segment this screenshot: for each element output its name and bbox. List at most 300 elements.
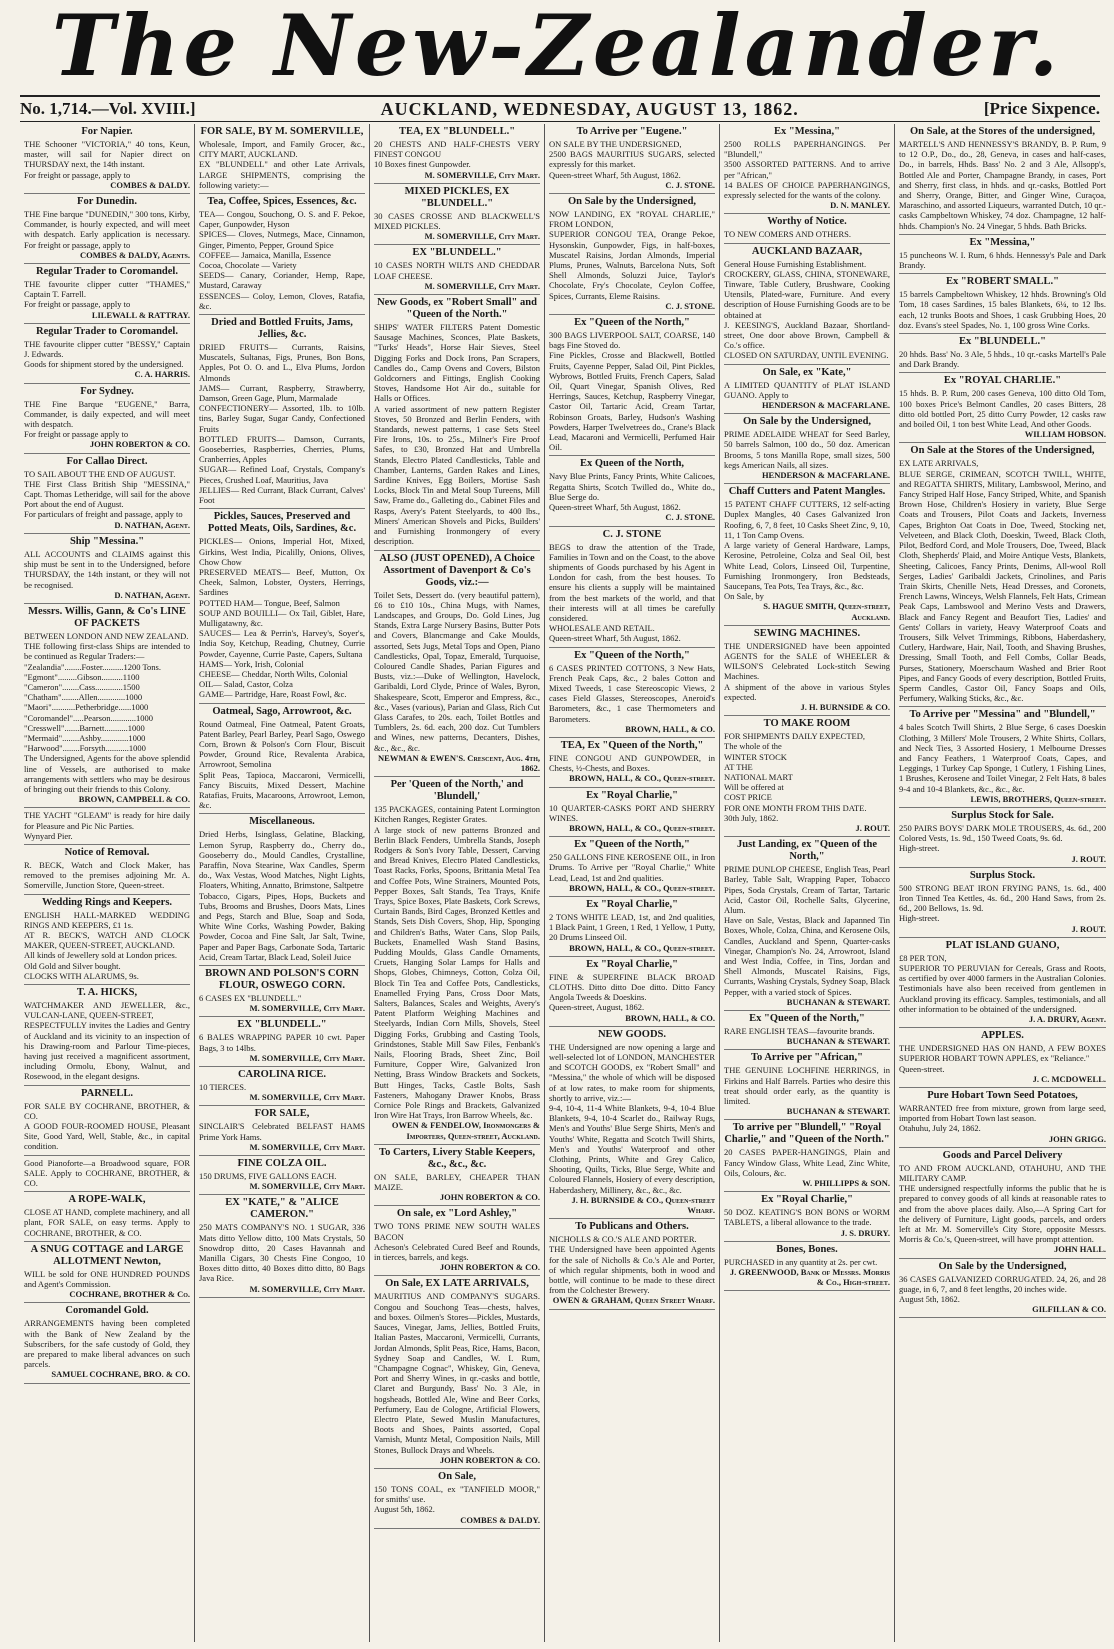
ad-line: Will be offered at [724, 782, 784, 793]
ad-heading: PLAT ISLAND GUANO, [945, 939, 1060, 951]
ad-line: PICKLES— Onions, Imperial Hot, Mixed, Girkins, West India, Picalilly, Onions, Olives, Chow Chow [199, 536, 365, 567]
ad-signature: M. SOMERVILLE, City Mart. [249, 1092, 365, 1103]
advertisement [724, 1194, 890, 1242]
ad-line: Toilet Sets, Dessert do. (very beautiful pattern), £6 to £10 10s., China Mugs, with Names, Landscapes, and Groups, Do. Gold Lines, Jug Stands, Extra Large Nursery Basins, Butter Pots and Covers, Blancmange and Cake Moulds, assorted, Sets Jugs, Metal Tops and Open, Piano Candlesticks, Opal, Topaz, Emerald, Turquoise, Coloured Candle Shades, Parian Figures and Busts, viz.:—Duke of Wellington, Havelock, Garibaldi, Lord Clyde, Prince of Wales, Byron, Shakespeare, Scott, Emperor and Empress, &c., &c., Vases (various), Parian and Glass, Rich Cut Glass Carafes, to 20s. each, Toilet Bottles and Tumblers, 2s. 6d. each, 200 doz. Cut Tumblers and Wines, new patterns, Decanters, Dishes, &c., &c., &c. [374, 589, 540, 753]
ad-heading: Ex "Messina," [969, 236, 1036, 248]
advertisement [724, 367, 890, 415]
ad-line: "Harwood"........Forsyth...........1000 [24, 743, 146, 754]
ad-line: "Cresswell".......Barnett...........1000 [24, 722, 145, 733]
advertisement [549, 959, 715, 1027]
ad-line: PRIME ADELAIDE WHEAT for Seed Barley, 50 barrels Salmon, 100 do., 50 doz. American Brooms, 5 tons Manilla Rope, small sizes, 500 kegs American Nails, all sizes. [724, 429, 890, 470]
ad-line: Good Pianoforte—a Broadwood square, FOR SALE. Apply to COCHRANE, BROTHER, & CO. [24, 1157, 190, 1189]
ad-heading: To Arrive per "Messina" and "Blundell," [909, 709, 1096, 721]
ad-line: A large variety of General Hardware, Lamps, Kerosine, Petroleine, Colza and Seal Oil, best White Lead, Colors, Linseed Oil, Turpentine, Furnishing Ironmongery, Iron Bedsteads, Saucepans, Tea Pots, Tea Trays, &c., &c. [724, 540, 890, 591]
ad-line: WATCHMAKER AND JEWELLER, &c., VULCAN-LANE, QUEEN-STREET, [24, 1000, 190, 1021]
advertisement [24, 386, 190, 454]
newspaper-title: The New-Zealander. [51, 0, 1063, 95]
ad-signature: M. SOMERVILLE, City Mart. [249, 1052, 365, 1063]
ad-line: ENGLISH HALL-MARKED WEDDING RINGS AND KEEPERS, £1 1s. [24, 909, 190, 930]
ad-signature: GILFILLAN & CO. [1032, 1304, 1106, 1315]
ad-heading: Ex "Queen of the North," [574, 317, 690, 329]
advertisement [724, 246, 890, 365]
ad-heading: On Sale, EX LATE ARRIVALS, [385, 1278, 529, 1290]
ad-line: Navy Blue Prints, Fancy Prints, White Calicoes, Regatta Shirts, Scotch Twilled do., White do., Blue Serge do. [549, 471, 715, 502]
ad-signature: NEWMAN & EWEN'S. Crescent, Aug. 4th, 1862. [378, 752, 540, 773]
ad-heading: Surplus Stock. [969, 869, 1036, 881]
ad-line: DRIED FRUITS— Currants, Raisins, Muscatels, Sultanas, Figs, Prunes, Bon Bons, Apples, Pot O. O. and L., Elva Plums, Jordon Almonds [199, 342, 365, 383]
ad-signature: J. H. BURNSIDE & CO. [800, 701, 890, 712]
ad-line: Have on Sale, Vestas, Black and Japanned Tin Boxes, Whole, Colza, China, and Kerosene Oils, Candles, Auckland and Spenn, Quarter-casks Vinegar, Champion's No. 24, Arrowroot, Island and West India, Coffee, in Tins, Jordan and Shell Almonds, Muscatel Raisins, Figs, Currants, Washing Crystals, Sydney Soap, Black Pepper, with a varied stock of Spices. [724, 915, 890, 997]
ad-line: "Egmont".........Gibson..........1100 [24, 671, 140, 682]
ad-signature: C. J. STONE. [665, 300, 715, 311]
ad-heading: Ship "Messina." [69, 535, 145, 547]
ad-signature: HENDERSON & MACFARLANE. [761, 470, 890, 481]
ad-signature: C. A. HARRIS. [134, 369, 190, 380]
ad-heading: On Sale by the Undersigned, [938, 1260, 1067, 1272]
ad-signature: J. ROUT. [1071, 853, 1106, 864]
ad-heading: Pickles, Sauces, Preserved and Potted Meats, Oils, Sardines, &c. [207, 511, 357, 535]
ad-heading: A SNUG COTTAGE and LARGE ALLOTMENT Newton, [30, 1243, 184, 1267]
ad-signature: W. PHILLIPPS & SON. [802, 1178, 890, 1189]
ad-line: CLOSED ON SATURDAY, UNTIL EVENING. [724, 350, 889, 361]
ad-heading: Ex "Royal Charlie," [586, 898, 678, 910]
advertisement [24, 987, 190, 1086]
ad-line: 15 puncheons W. I. Rum, 6 hhds. Hennessy's Pale and Dark Brandy. [899, 249, 1106, 271]
advertisement [549, 196, 715, 315]
advertisement [899, 1261, 1106, 1319]
ad-line: WARRANTED free from mixture, grown from large seed, imported from Hobart Town last season. [899, 1103, 1106, 1124]
advertisement [549, 1221, 715, 1309]
advertisement [24, 606, 190, 808]
ad-line: FOR ONE MONTH FROM THIS DATE. [724, 802, 867, 813]
ad-line: TWO TONS PRIME NEW SOUTH WALES BACON [374, 1221, 540, 1242]
ad-line: For freight or passage, apply to [24, 299, 131, 310]
ad-line: J. KEESING'S, Auckland Bazaar, Shortland-street, One door above Brown, Campbell & Co.'s office. [724, 319, 890, 351]
ad-line: 30th July, 1862. [724, 812, 779, 823]
ad-signature: JOHN GRIGG. [1048, 1133, 1106, 1144]
advertisement [549, 839, 715, 897]
ad-signature: LILEWALL & RATTRAY. [91, 309, 190, 320]
advertisement [724, 216, 890, 243]
ad-line: August 5th, 1862. [899, 1294, 960, 1305]
ad-line: High-street. [899, 913, 940, 924]
ad-line: Queen-street Wharf, 5th August, 1862. [549, 502, 681, 513]
ad-heading: To Publicans and Others. [575, 1221, 689, 1233]
ad-line: SHIPS' WATER FILTERS Patent Domestic Sausage Machines, Sconces, Plate Baskets, "Turks' Heads", Horse Hair Sieves, Steel Digging Forks and Dock Irons, Pan Scrapers, Candles do., Camp Ovens and Covers, Bilston Goldcorners and Fittings, English Cooking Stoves, Handsome Hot Air do., suitable for Halls or Offices. [374, 322, 540, 404]
ad-heading: PARNELL. [80, 1087, 134, 1099]
ad-line: CONFECTIONERY— Assorted, 1lb. to 10lb. tins, Barley Sugar, Sugar Candy, Confectioned Fruits [199, 403, 365, 434]
ad-heading: On sale, ex "Lord Ashley," [396, 1208, 518, 1220]
ad-line: EX "BLUNDELL" and other Late Arrivals, LARGE SHIPMENTS, comprising the following variety:— [199, 159, 365, 190]
ad-line: All kinds of Jewellery sold at London prices. [24, 950, 177, 961]
ad-line: TO SAIL ABOUT THE END OF AUGUST. [24, 468, 176, 479]
ad-line: 6 BALES WRAPPING PAPER 10 cwt. Paper Bags, 3 to 14lbs. [199, 1032, 365, 1053]
ad-signature: BUCHANAN & STEWART. [786, 1036, 890, 1047]
ad-line: On Sale, by [724, 591, 764, 602]
ad-line: THE Undersigned have been appointed Agents for the sale of Nicholls & Co.'s Ale and Porter, of which regular shipments, both in wood and bottle, will continue to be made to these direct from the Colchester Brewery. [549, 1244, 715, 1296]
advertisement [374, 779, 540, 1145]
ad-signature: D. NATHAN, Agent. [114, 589, 190, 600]
ad-line: THE YACHT "GLEAM" is ready for hire daily for Pleasure and Pic Nic Parties. [24, 810, 190, 831]
advertisement [199, 1158, 365, 1195]
ad-line: RESPECTFULLY invites the Ladies and Gentry of Auckland and its vicinity to an inspection of his Drawing-room and Parlour Time-pieces, having just received a magnificent assortment, including Ormolu, Ebony, Walnut, and Rosewood, in the elegant designs. [24, 1020, 190, 1082]
ad-line: Otahuhu, July 24, 1862. [899, 1123, 981, 1134]
ad-signature: HENDERSON & MACFARLANE. [761, 400, 890, 411]
ad-line: JELLIES— Red Currant, Black Currant, Calves' Foot [199, 484, 365, 506]
ad-line: THE favourite clipper cutter "BESSY," Captain J. Edwards. [24, 338, 190, 360]
ad-heading: On Sale by the Undersigned, [742, 416, 872, 428]
ad-line: HAMS— York, Irish, Colonial [199, 658, 304, 669]
ad-signature: JOHN ROBERTON & CO. [89, 439, 190, 450]
ad-line: THE UNDERSIGNED HAS ON HAND, A FEW BOXES SUPERIOR HOBART TOWN APPLES, ex "Reliance." [899, 1043, 1106, 1064]
ad-heading: Just Landing, ex "Queen of the North," [736, 839, 877, 863]
advertisement [724, 839, 890, 1011]
ad-line: JAMS— Currant, Raspberry, Strawberry, Damson, Green Gage, Plum, Marmalade [199, 382, 365, 404]
advertisement [374, 1208, 540, 1276]
ad-line: OIL— Salad, Castor, Colza [199, 679, 293, 690]
ad-line: 300 BAGS LIVERPOOL SALT, COARSE, 140 bags Fine Stoved do. [549, 330, 715, 351]
ad-line: SEEDS— Canary, Coriander, Hemp, Rape, Mustard, Caraway [199, 270, 365, 291]
advertisement [899, 1030, 1106, 1088]
ad-signature: M. SOMERVILLE, City Mart. [424, 280, 540, 291]
ad-heading: Per 'Queen of the North,' and 'Blundell,' [390, 779, 524, 803]
ad-line: 10 CASES NORTH WILTS AND CHEDDAR LOAF CHEESE. [374, 260, 540, 281]
ad-heading: T. A. HICKS, [76, 987, 138, 998]
ad-heading: Notice of Removal. [64, 846, 150, 858]
ad-line: The whole of the [724, 741, 782, 752]
advertisement [724, 1122, 890, 1192]
ad-heading: New Goods, ex "Robert Small" and "Queen of the North." [377, 297, 537, 321]
ad-signature: JOHN ROBERTON & CO. [439, 1454, 540, 1465]
advertisement [199, 1108, 365, 1156]
ad-line: FINE & SUPERFINE BLACK BROAD CLOTHS. Ditto ditto Doe ditto. Ditto Fancy Angola Tweeds & Doeskins. [549, 971, 715, 1003]
advertisement [24, 126, 190, 194]
ad-signature: JOHN HALL. [1054, 1244, 1106, 1255]
advertisement [549, 529, 715, 648]
ad-line: 250 GALLONS FINE KEROSENE OIL, in Iron Drums. To Arrive per "Royal Charlie," White Lead, Lead, 1st and 2nd qualities. [549, 852, 715, 883]
ad-signature: M. SOMERVILLE, City Mart. [424, 169, 540, 180]
ad-line: 10 QUARTER-CASKS PORT AND SHERRY WINES. [549, 802, 715, 823]
ad-line: Fine Pickles, Crosse and Blackwell, Bottled Fruits, Cayenne Pepper, Salad Oil, Pint Pickles, Wybrows, Bottled Fruits, French Capers, Salad Oil, Quart Vinegar, Spanish Olives, Red Herrings, Sauces, Ketchup, Raspberry Vinegar, Castor Oil, Tartaric Acid, Cream Tartar, Robinson Groats, Barley, Hudson's Washing Powders, Harper Twelvetrees do., Crane's Black Lead, Macaroni and Vermicelli, Perfumed Hair Oil. [549, 350, 715, 453]
advertisement [899, 940, 1106, 1028]
ad-line: BEGS to draw the attention of the Trade, Families in Town and on the Coast, to the above shipments of Goods purchased by his Agent in London for cash, from the best houses. To ensure his clients a supply will be maintained from the best markets of the world, and that their interests will at all times be carefully considered. [549, 541, 715, 623]
ad-line: WHOLESALE AND RETAIL. [549, 623, 655, 634]
advertisement [899, 276, 1106, 334]
column-2 [195, 124, 370, 1642]
ad-heading: APPLES. [981, 1030, 1024, 1042]
ad-line: SOUP AND BOUILLI— Ox Tail, Giblet, Hare, Mulligatawny, &c. [199, 607, 365, 628]
ad-heading: To Carters, Livery Stable Keepers, &c., &c., &c. [379, 1146, 535, 1170]
ad-signature: BROWN, CAMPBELL & CO. [78, 794, 190, 805]
advertisement [199, 317, 365, 509]
price: [Price Sixpence. [983, 99, 1100, 118]
ad-line: Queen-street Wharf, 5th August, 1862. [549, 633, 681, 644]
advertisement [199, 1197, 365, 1297]
advertisement [24, 266, 190, 324]
ad-heading: EX "BLUNDELL." [237, 1019, 327, 1031]
advertisement [724, 126, 890, 214]
ad-line: 500 STRONG BEAT IRON FRYING PANS, 1s. 6d., 400 Iron Tinned Tea Kettles, 4s. 6d., 200 Hand Saws, from 2s. 6d., 200 Bellows, 1s. 9d. [899, 882, 1106, 914]
advertisement [374, 1147, 540, 1207]
ad-line: 9-4, 10-4, 11-4 White Blankets, 9-4, 10-4 Blue Blankets, 9-4, 10-4 Scarlet do., Railway Rugs, Men's and Youths' Blue Serge Shirts, Men's and Youths' White, Regatta and Scotch Twill Shirts, Men's and Youths' Waterproof and other Clothing, Prints, White and Grey Calico, Shooting, Quilts, Ticks, Blue Serge, White and Coloured Flannels, Hosiery of every description, Haberdashery, Millinery, &c., &c., &c. [549, 1103, 715, 1195]
ad-heading: Ex "ROYAL CHARLIE." [943, 375, 1062, 387]
advertisement [374, 247, 540, 295]
ad-heading: For Sydney. [80, 385, 134, 397]
ad-heading: To arrive per "Blundell," "Royal Charlie," and "Queen of the North." [724, 1122, 890, 1146]
ad-line: The Undersigned, Agents for the above splendid line of Vessels, are authorised to make arrangements with settlers who may be desirous of bringing out their friends to this Colony. [24, 753, 190, 794]
place-date: AUCKLAND, WEDNESDAY, AUGUST 13, 1862. [380, 98, 799, 119]
ad-line: NATIONAL MART [724, 771, 793, 782]
ad-line: THE Schooner "VICTORIA," 40 tons, Keun, master, will sail for Napier direct on THURSDAY next, the 14th instant. [24, 139, 190, 170]
ad-line: 4 bales Scotch Twill Shirts, 2 Blue Serge, 6 cases Doeskin Clothing, 3 Millers' Mole Trousers, 2 White Shirts, Collars, and Neck Ties, 3 Assorted Hosiery, 1 Melbourne Dresses and Fancy Feathers, 1 Waterproof Coats, Capes, and Leggings, 1 Turkey Cap Sponge, 1 Cutlery, 1 Fishing Lines, 1 Brushes, Kerosene and Toilet Vinegar, 2 Felt Hats, 8 bales 9-4 and 10-4 Blankets, &c., &c., &c. [899, 722, 1106, 794]
ad-heading: Coromandel Gold. [65, 1305, 149, 1317]
ad-heading: Worthy of Notice. [767, 216, 847, 228]
advertisement [549, 740, 715, 788]
ad-line: CLOCKS WITH ALARUMS, 9s. [24, 970, 139, 981]
ad-heading: Surplus Stock for Sale. [951, 809, 1054, 821]
ad-signature: BROWN, HALL, & CO. [625, 723, 715, 734]
ad-line: SINCLAIR'S Celebrated BELFAST HAMS Prime York Hams. [199, 1121, 365, 1142]
ad-line: 36 CASES GALVANIZED CORRUGATED. 24, 26, and 28 guage, in 6, 7, and 8 feet lengths, 20 inches wide. [899, 1273, 1106, 1294]
ad-line: 250 PAIRS BOYS' DARK MOLE TROUSERS, 4s. 6d., 200 Colored Vests, 1s. 9d., 150 Tweed Coats, 9s. 6d. [899, 822, 1106, 844]
ad-line: FOR SALE BY COCHRANE, BROTHER, & CO. [24, 1100, 190, 1121]
ad-line: Dried Herbs, Isinglass, Gelatine, Blacking, Lemon Syrup, Raspberry do., Cherry do., Gooseberry do., Mould Candles, Crystalline, Paraffin, Nova Stearine, Wax Candles, Sperm do., Wax Vestas, Wood Matches, Night Lights, Floaters, Whiting, Annatto, Brimstone, Saltpetre [199, 829, 365, 891]
ad-line: 135 PACKAGES, containing Patent Lormington Kitchen Ranges, Register Grates. [374, 804, 540, 825]
advertisement [374, 297, 540, 550]
ad-line: Queen-street. [899, 1063, 945, 1074]
advertisement [199, 816, 365, 966]
ad-line: 50 DOZ. KEATING'S BON BONS or WORM TABLETS, a liberal allowance to the trade. [724, 1207, 890, 1228]
ad-signature: COMBES & DALDY, Agents. [80, 249, 190, 260]
advertisement [24, 326, 190, 384]
ad-signature: BROWN, HALL, & CO., Queen-street. [569, 822, 715, 833]
ad-line: 6 CASES EX "BLUNDELL." [199, 993, 302, 1004]
ad-line: 2 TONS WHITE LEAD, 1st, and 2nd qualities, 1 Black Paint, 1 Green, 1 Red, 1 Yellow, 1 Putty, 20 Drums Linseed Oil. [549, 911, 715, 943]
ad-line: BOTTLED FRUITS— Damson, Currants, Gooseberries, Raspberries, Cherries, Plums, Cranberries, Apples [199, 433, 365, 465]
column-1 [20, 124, 195, 1642]
ad-line: "Mermaid"........Ashby.............1000 [24, 732, 146, 743]
ad-line: 20 hhds. Bass' No. 3 Ale, 5 hhds., 10 qr.-casks Martell's Pale and Dark Brandy. [899, 349, 1106, 370]
ad-line: COFFEE— Jamaica, Manilla, Essence [199, 249, 331, 260]
ad-heading: FINE COLZA OIL. [237, 1158, 327, 1170]
ad-signature: BROWN, HALL, & CO., Queen-street. [569, 882, 715, 893]
ad-line: August 5th, 1862. [374, 1504, 435, 1515]
ad-heading: EX "KATE," & "ALICE CAMERON." [225, 1197, 339, 1221]
ad-heading: FOR SALE, [254, 1108, 310, 1120]
column-6 [895, 124, 1110, 1642]
ad-heading: To Arrive per "Eugene." [576, 126, 688, 137]
advertisement [374, 1471, 540, 1529]
ad-heading: Pure Hobart Town Seed Potatoes, [927, 1090, 1078, 1102]
ad-line: TEA— Congou, Souchong, O. S. and F. Pekoe, Caper, Gunpowder, Hyson [199, 209, 365, 230]
ad-heading: Ex "Queen of the North," [574, 839, 690, 851]
advertisement [24, 897, 190, 985]
ad-line: WILL be sold for ONE HUNDRED POUNDS and Agent's Commission. [24, 1268, 190, 1290]
advertisement [24, 1158, 190, 1193]
advertisement [724, 628, 890, 716]
ad-line: ALL ACCOUNTS and CLAIMS against this ship must be sent in to the Undersigned, before THURSDAY, the 14th instant, or they will not be recognised. [24, 548, 190, 590]
ad-signature: D. N. MANLEY. [830, 200, 890, 211]
advertisement [24, 1194, 190, 1242]
ad-line: RARE ENGLISH TEAS—favourite brands. [724, 1026, 875, 1037]
ad-signature: M. SOMERVILLE, City Mart. [249, 1003, 365, 1014]
ad-line: BLUE SERGE, CRIMEAN, SCOTCH TWILL, WHITE, and REGATTA SHIRTS, Military, Lambswool, Merino, and Fancy Striped Half Hose, Fancy Striped, White, and Spanish Brown Hose, Children's Hosiery in variety, Blue Serge Coats and Trousers, Pilot Coats and Jackets, Inverness Capes, Brighton Oat Coats in Doe, Tweed, Stocking net, Velveteen, and Black Cloth, Doeskin, Tweed, Black Cloth, Pilot, Bedford Cord, and Mole Trousers, Doe, Tweed, Black Cloth, Shepherds' Plaid, and Moire Antique Vests, Blankets, Sheeting, Calicoes, Fancy Prints, Denims, All-wool Roll Serges, Ladies' Garibaldi Jackets, Crinolines, and Paris Train Skirts, Chenille Nets, Head Dresses, and Coronets, French Lawns, Winceys, Welsh Flannels, Felt Hats, Crimean Peak Caps, Lambswool and Merino Vests and Drawers, Black and Fancy Regent and Beaufort Ties, Ladies' and Gents' Collars in variety, Heavy Waterproof Coats and Trousers, Silk Velvet Trimmings, Ribbons, Haberdashery, Cutlery, Hardware, Hair, Nail, Tooth, and Shaving Brushes, Dressing, Small Tooth, and Fell Combs, Collar Beads, Purses, Stationery, Moerschaum Washed and Brier Root Pipes, and Fancy Goods of every description, Bottled Fruits, Sperm Candles, Castor Oil, Fancy Soaps and Oils, Perfumery, Walking Sticks, &c., &c. [899, 468, 1106, 704]
ad-heading: Ex "Royal Charlie," [761, 1194, 853, 1206]
ad-line: SUPERIOR CONGOU TEA, Orange Pekoe, Hysonskin, Gunpowder, Figs, in half-boxes, Muscatel Raisins, Jordan Almonds, Imperial Plums, Prunes, Walnuts, Barcelona Nuts, Soft Shell Almonds, Soluzzi Juice, Taylor's Chocolate, Fry's Chocolate, Ceylon Coffee, Spices, Currants, Eleme Raisins. [549, 229, 715, 301]
ad-line: 20 CASES PAPER-HANGINGS, Plain and Fancy Window Glass, White Lead, Zinc White, Oils, Colours, &c. [724, 1147, 890, 1178]
columns [20, 124, 1110, 1642]
ad-line: 15 PATENT CHAFF CUTTERS, 12 self-acting Duplex Mangles, 40 Cases Galvanized Iron Roofing, 6, 7, 8 feet, 10 Casks Sheet Zinc, 9, 10, 11, 1 Ton Camp Ovens. [724, 499, 890, 540]
ad-line: PRESERVED MEATS— Beef, Mutton, Ox Cheek, Salmon, Lobster, Oysters, Herrings, Sardines [199, 566, 365, 598]
ad-signature: BUCHANAN & STEWART. [786, 996, 890, 1007]
ad-heading: Miscellaneous. [249, 816, 315, 828]
ad-heading: Tea, Coffee, Spices, Essences, &c. [207, 196, 357, 208]
ad-line: THE First Class British Ship "MESSINA," Capt. Thomas Letheridge, will sail for the above Port about the end of August. [24, 478, 190, 510]
advertisement [899, 336, 1106, 373]
ad-heading: Goods and Parcel Delivery [942, 1149, 1063, 1161]
issue-number: No. 1,714.—Vol. XVIII.] [20, 99, 196, 118]
ad-signature: J. S. DRURY. [840, 1227, 890, 1238]
ad-signature: JOHN ROBERTON & CO. [439, 1262, 540, 1273]
advertisement [199, 1069, 365, 1106]
ad-signature: J. GREENWOOD, Bank of Messrs. Morris & Co., High-street. [729, 1267, 890, 1288]
ad-heading: Ex "Messina," [774, 126, 840, 137]
ad-line: AT R. BECK'S, WATCH AND CLOCK MAKER, QUEEN-STREET, AUCKLAND. [24, 929, 190, 951]
ad-line: THE Fine barque "DUNEDIN," 300 tons, Kirby, Commander, is hourly expected, and will meet with despatch. Early application is necessary. For freight or passage, apply to [24, 209, 190, 250]
ad-signature: BUCHANAN & STEWART. [786, 1106, 890, 1117]
ad-heading: Regular Trader to Coromandel. [36, 325, 178, 337]
column-4 [545, 124, 720, 1642]
ad-heading: FOR SALE, BY M. SOMERVILLE, [200, 126, 364, 137]
ad-heading: Wedding Rings and Keepers. [41, 896, 173, 908]
ad-line: Tobacco, Cigars, Pipes, Hops, Buckets and Tubs, Brooms and Brushes, Doors Mats, Lines and Pegs, Starch and Blue, Soap and Soda, White Wine Corks, Washing Powder, Baking Powder, Cocoa and Fine Salt, Jar Salt, Twine, Paper and Paper Bags, Carbonate Soda, Tartaric Acid, Cream Tartar, Black Lead, Soleil Juice [199, 890, 365, 962]
advertisement [199, 511, 365, 703]
ad-signature: COCHRANE, BROTHER & Co. [69, 1289, 190, 1300]
ad-line: THE following first-class Ships are intended to be continued as Regular Traders:— [24, 641, 190, 662]
ad-line: "Coromandel".....Pearson............1000 [24, 712, 153, 723]
ad-line: SAUCES— Lea & Perrin's, Harvey's, Soyer's, India Soy, Ketchup, Reading, Chutney, Currie Powder, Cayenne, Currie Paste, Capers, Sultana [199, 628, 365, 659]
ad-line: 15 barrels Campbeltown Whiskey, 12 hhds. Browning's Old Tom, 18 cases Sardines, 15 bales Blankets, 6¼, to 12 lbs. each, 12 trunks Boots and Shoes, 1 cask Grubbing Hoes, 20 doz. Evans's steel Spades, No. 1, 100 gross Wine Corks. [899, 289, 1106, 330]
ad-line: PRIME DUNLOP CHEESE, English Teas, Pearl Barley, Table Salt, Wrapping Paper, Tobacco Pipes, Soda Crystals, Cream of Tartar, Tartaric Acid, Castor Oil, Rochelle Salts, Glycerine, Alum. [724, 864, 890, 915]
ad-signature: BROWN, HALL, & CO., Queen-street. [569, 942, 715, 953]
ad-heading: TO MAKE ROOM [763, 718, 851, 730]
ad-signature: C. J. STONE. [665, 512, 715, 523]
advertisement [549, 790, 715, 838]
ad-line: COST PRICE [724, 792, 772, 803]
ad-line: High-street. [899, 843, 940, 854]
ad-heading: On Sale, at the Stores of the undersigned, [909, 126, 1096, 137]
ad-line: BETWEEN LONDON AND NEW ZEALAND. [24, 630, 189, 641]
advertisement [899, 1150, 1106, 1259]
ad-line: THE GENUINE LOCHFINE HERRINGS, in Firkins and Half Barrels. Parties who desire this treat should order early, as the quantity is limited. [724, 1065, 890, 1107]
ad-heading: TEA, Ex "Queen of the North," [560, 739, 704, 751]
ad-heading: BROWN AND POLSON'S CORN FLOUR, OSWEGO CORN. [205, 968, 359, 992]
ad-line: WINTER STOCK [724, 751, 787, 762]
advertisement [199, 706, 365, 815]
ad-line: THE Fine Barque "EUGENE," Barra, Commander, is daily expected, and will meet with despatch. [24, 398, 190, 430]
ad-signature: J. ROUT. [855, 822, 890, 833]
ad-heading: On Sale, [438, 1470, 476, 1482]
ad-signature: D. NATHAN, Agent. [114, 519, 190, 530]
ad-line: Split Peas, Tapioca, Maccaroni, Vermicelli, Fancy Biscuits, Mixed Dessert, Machine Ratafias, Fruits, Macaroons, Arrowroot, Lemon, &c. [199, 769, 365, 811]
ad-line: FINE CONGOU AND GUNPOWDER, in Chests, ½-Chests, and Boxes. [549, 752, 715, 774]
advertisement [199, 126, 365, 194]
ad-line: A GOOD FOUR-ROOMED HOUSE, Pleasant Site, Good Yard, Well, Stable, &c., in capital condition. [24, 1121, 190, 1152]
advertisement [374, 126, 540, 184]
ad-heading: Messrs. Willis, Gann, & Co's LINE OF PACKETS [28, 605, 186, 629]
ad-line: 250 MATS COMPANY'S NO. 1 SUGAR, 336 Mats ditto Yellow ditto, 100 Mats Crystals, 50 Snowdrop ditto, 20 Cases Havannah and Manilla Cigars, 30 Chests Fine Congoo, 10 Boxes ditto ditto, 40 Boxes ditto ditto, 80 Bags Java Rice. [199, 1222, 365, 1284]
advertisement [899, 810, 1106, 868]
advertisement [24, 1088, 190, 1156]
ad-heading: TEA, EX "BLUNDELL." [398, 126, 516, 137]
ad-line: TO AND FROM AUCKLAND, OTAHUHU, AND THE MILITARY CAMP. [899, 1162, 1106, 1184]
ad-signature: LEWIS, BROTHERS, Queen-street. [970, 793, 1106, 804]
ad-line: 15 hhds. B. P. Rum, 200 cases Geneva, 100 ditto Old Tom, 100 boxes Price's Belmont Candles, 20 cases Bitters, 28 ditto old bottled Port, 25 ditto Curry Powder, 12 casks raw and boiled Oil, 1 ton best White Lead, And other Goods. [899, 388, 1106, 430]
ad-signature: J. C. MCDOWELL. [1032, 1073, 1106, 1084]
column-5 [720, 124, 895, 1642]
ad-signature: C. J. STONE. [665, 179, 715, 190]
ad-heading: Dried and Bottled Fruits, Jams, Jellies, &c. [211, 317, 353, 341]
ad-line: MAURITIUS AND COMPANY'S SUGARS. Congou and Souchong Teas—chests, halves, and boxes. Oilmen's Stores—Pickles, Mustards, Sauces, Vinegar, Jams, Jellies, Bottled Fruits, Italian Pastes, Maccaroni, Vermicelli, Currants, Jordan Almonds, Split Peas, Rice, Hams, Bacon, Sydney Soap and Candles, W. I. Rum, "Champagne Cognac", Whiskey, Gin, Geneva, Port and Sherry Wines, in qr.-casks and bottle, Claret and Burgundy, Bass' No. 3 Ale, in hogsheads, Bottled Ale, Wine and Beer Corks, Perfumery, Eau de Cologne, Artificial Flowers, Electro Plate, Sewed Muslin Manufactures, Boots and Shoes, Paints assorted, Copal Varnish, Muntz Metal, Composition Nails, Mill Stones, Bullock Drays and Wheels. [374, 1291, 540, 1455]
ad-heading: A ROPE-WALK, [68, 1194, 146, 1206]
ad-signature: J. H. BURNSIDE & CO., Queen-street Wharf. [571, 1194, 715, 1216]
advertisement [24, 810, 190, 845]
advertisement [374, 186, 540, 246]
ad-heading: SEWING MACHINES. [753, 627, 861, 639]
ad-line: SUPERIOR TO PERUVIAN for Cereals, Grass and Roots, as certified by over 4000 farmers in the Australian Colonies. Testimonials have also been received from gentlemen in Auckland proving its efficacy. Samples, testimonials, and all other information to be obtained of the undersigned. [899, 963, 1106, 1014]
ad-line: 150 DRUMS, FIVE GALLONS EACH. [199, 1171, 337, 1182]
ad-line: For freight or passage apply to [24, 429, 129, 440]
ad-line: ON SALE, BARLEY, CHEAPER THAN MAIZE. [374, 1171, 540, 1193]
advertisement [899, 126, 1106, 235]
ad-signature: OWEN & GRAHAM, Queen Street Wharf. [552, 1295, 715, 1306]
ad-line: A large stock of new patterns Bronzed and Berlin Black Fenders, Umbrella Stands, Joseph Rodgers & Son's Ivory Table, Dessert, Carving and Bread Knives, Electro Plated Candlesticks, Toast Racks, Forks, Spoons, Brittania Metal Tea and Coffee Pots, Wine Strainers, Mounted Pots, Pepper Boxes, Salt Stands, Tea Trays, Knife Trays, Spice Boxes, Plate Baskets, Cork Screws, Curtain Bands, Bird Cages, Bronzed Kettles and Stands, Sets Dish Covers, Shop, Hip, Sponging and Children's Baths, Water Cans, Slop Pails, Buckets, Enamelled Wash Stand Basins, Pudding Moulds, Glass Candle Ornaments, Cruets, Hanging Solar Lamps for Halls and Shops, Globes, Chimneys, Cotton, Colza Oil, Block Tin Tea and Coffee Pots, Candlesticks, Enamelled Frying Pans, Cross Door Mats, Salters, Balances, Scales and Weights, Avery's Patent Platform Weighing Machines and Steelyards, Indian Corn Mills, Shovels, Steel Digging Forks, Grubbing and Casting Tools, Grindstones, Stable Mill Saw Files, Fenbank's Nails, Flooring Brads, Sheet Zinc, Boil Furniture, Copper Wire, Galvanized Iron Netting, Brass Window Brackets and Sockets, Butt Hinges, Tacks, Castle Bolts, Sash Fasteners, Mahogany Drawer Knobs, Brass Cornice Pole Rings and Brackets, Galvanized Iron Wire Hat Trays, Iron Barrow Wheels, &c. [374, 824, 540, 1121]
ad-line: TO NEW COMERS AND OTHERS. [724, 229, 851, 240]
ad-signature: S. HAGUE SMITH, Queen-street, Auckland. [763, 601, 890, 622]
ad-line: ESSENCES— Coloy, Lemon, Cloves, Ratafia, &c. [199, 290, 365, 311]
ad-line: THE favourite clipper cutter "THAMES," Captain T. Farrell. [24, 279, 190, 300]
ad-line: CLOSE AT HAND, complete machinery, and all plant, FOR SALE, on easy terms. Apply to COCHRANE, BROTHER, & CO. [24, 1207, 190, 1238]
ad-line: PURCHASED in any quantity at 2s. per cwt. [724, 1256, 878, 1267]
ad-line: Queen-street, August, 1862. [549, 1002, 645, 1013]
ad-line: GAME— Partridge, Hare, Roast Fowl, &c. [199, 689, 347, 700]
ad-signature: SAMUEL COCHRANE, BRO. & CO. [51, 1369, 190, 1380]
ad-signature: BROWN, HALL, & CO. [625, 1012, 715, 1023]
advertisement [24, 196, 190, 264]
advertisement [899, 445, 1106, 707]
ad-heading: For Napier. [81, 126, 133, 137]
ad-line: "Maori"...........Petherbridge......1000 [24, 702, 149, 713]
ad-line: NICHOLLS & CO.'S ALE AND PORTER. [549, 1234, 697, 1245]
ad-signature: JOHN ROBERTON & CO. [439, 1192, 540, 1203]
ad-line: 2500 BAGS MAURITIUS SUGARS, selected expressly for this market. [549, 149, 715, 170]
ad-line: 30 CASES CROSSE AND BLACKWELL'S MIXED PICKLES. [374, 210, 540, 232]
ad-line: POTTED HAM— Tongue, Beef, Salmon [199, 597, 340, 608]
ad-line: 6 CASES PRINTED COTTONS, 3 New Hats, French Peak Caps, &c., 2 bales Cotton and Mixed Tweeds, 1 case Stereoscopic Views, 2 cases Field Glasses, Stereoscopes, Aneroid's Barometers, &c., 1 case Thermometers and Barometers. [549, 662, 715, 724]
ad-heading: On Sale, ex "Kate," [762, 366, 852, 378]
ad-line: Cocoa, Chocolate — Variety [199, 260, 297, 271]
advertisement [374, 1278, 540, 1468]
advertisement [899, 237, 1106, 274]
ad-heading: AUCKLAND BAZAAR, [751, 245, 863, 257]
ad-line: ON SALE BY THE UNDERSIGNED, [549, 139, 682, 149]
ad-line: FOR SHIPMENTS DAILY EXPECTED, [724, 731, 865, 742]
ad-heading: NEW GOODS. [597, 1028, 667, 1040]
ad-heading: Ex "Royal Charlie," [586, 789, 678, 801]
ad-signature: WILLIAM HOBSON. [1024, 429, 1106, 440]
ad-line: AT THE [724, 761, 753, 772]
ad-line: Acheson's Celebrated Cured Beef and Rounds, in tierces, barrels, and kegs. [374, 1241, 540, 1263]
